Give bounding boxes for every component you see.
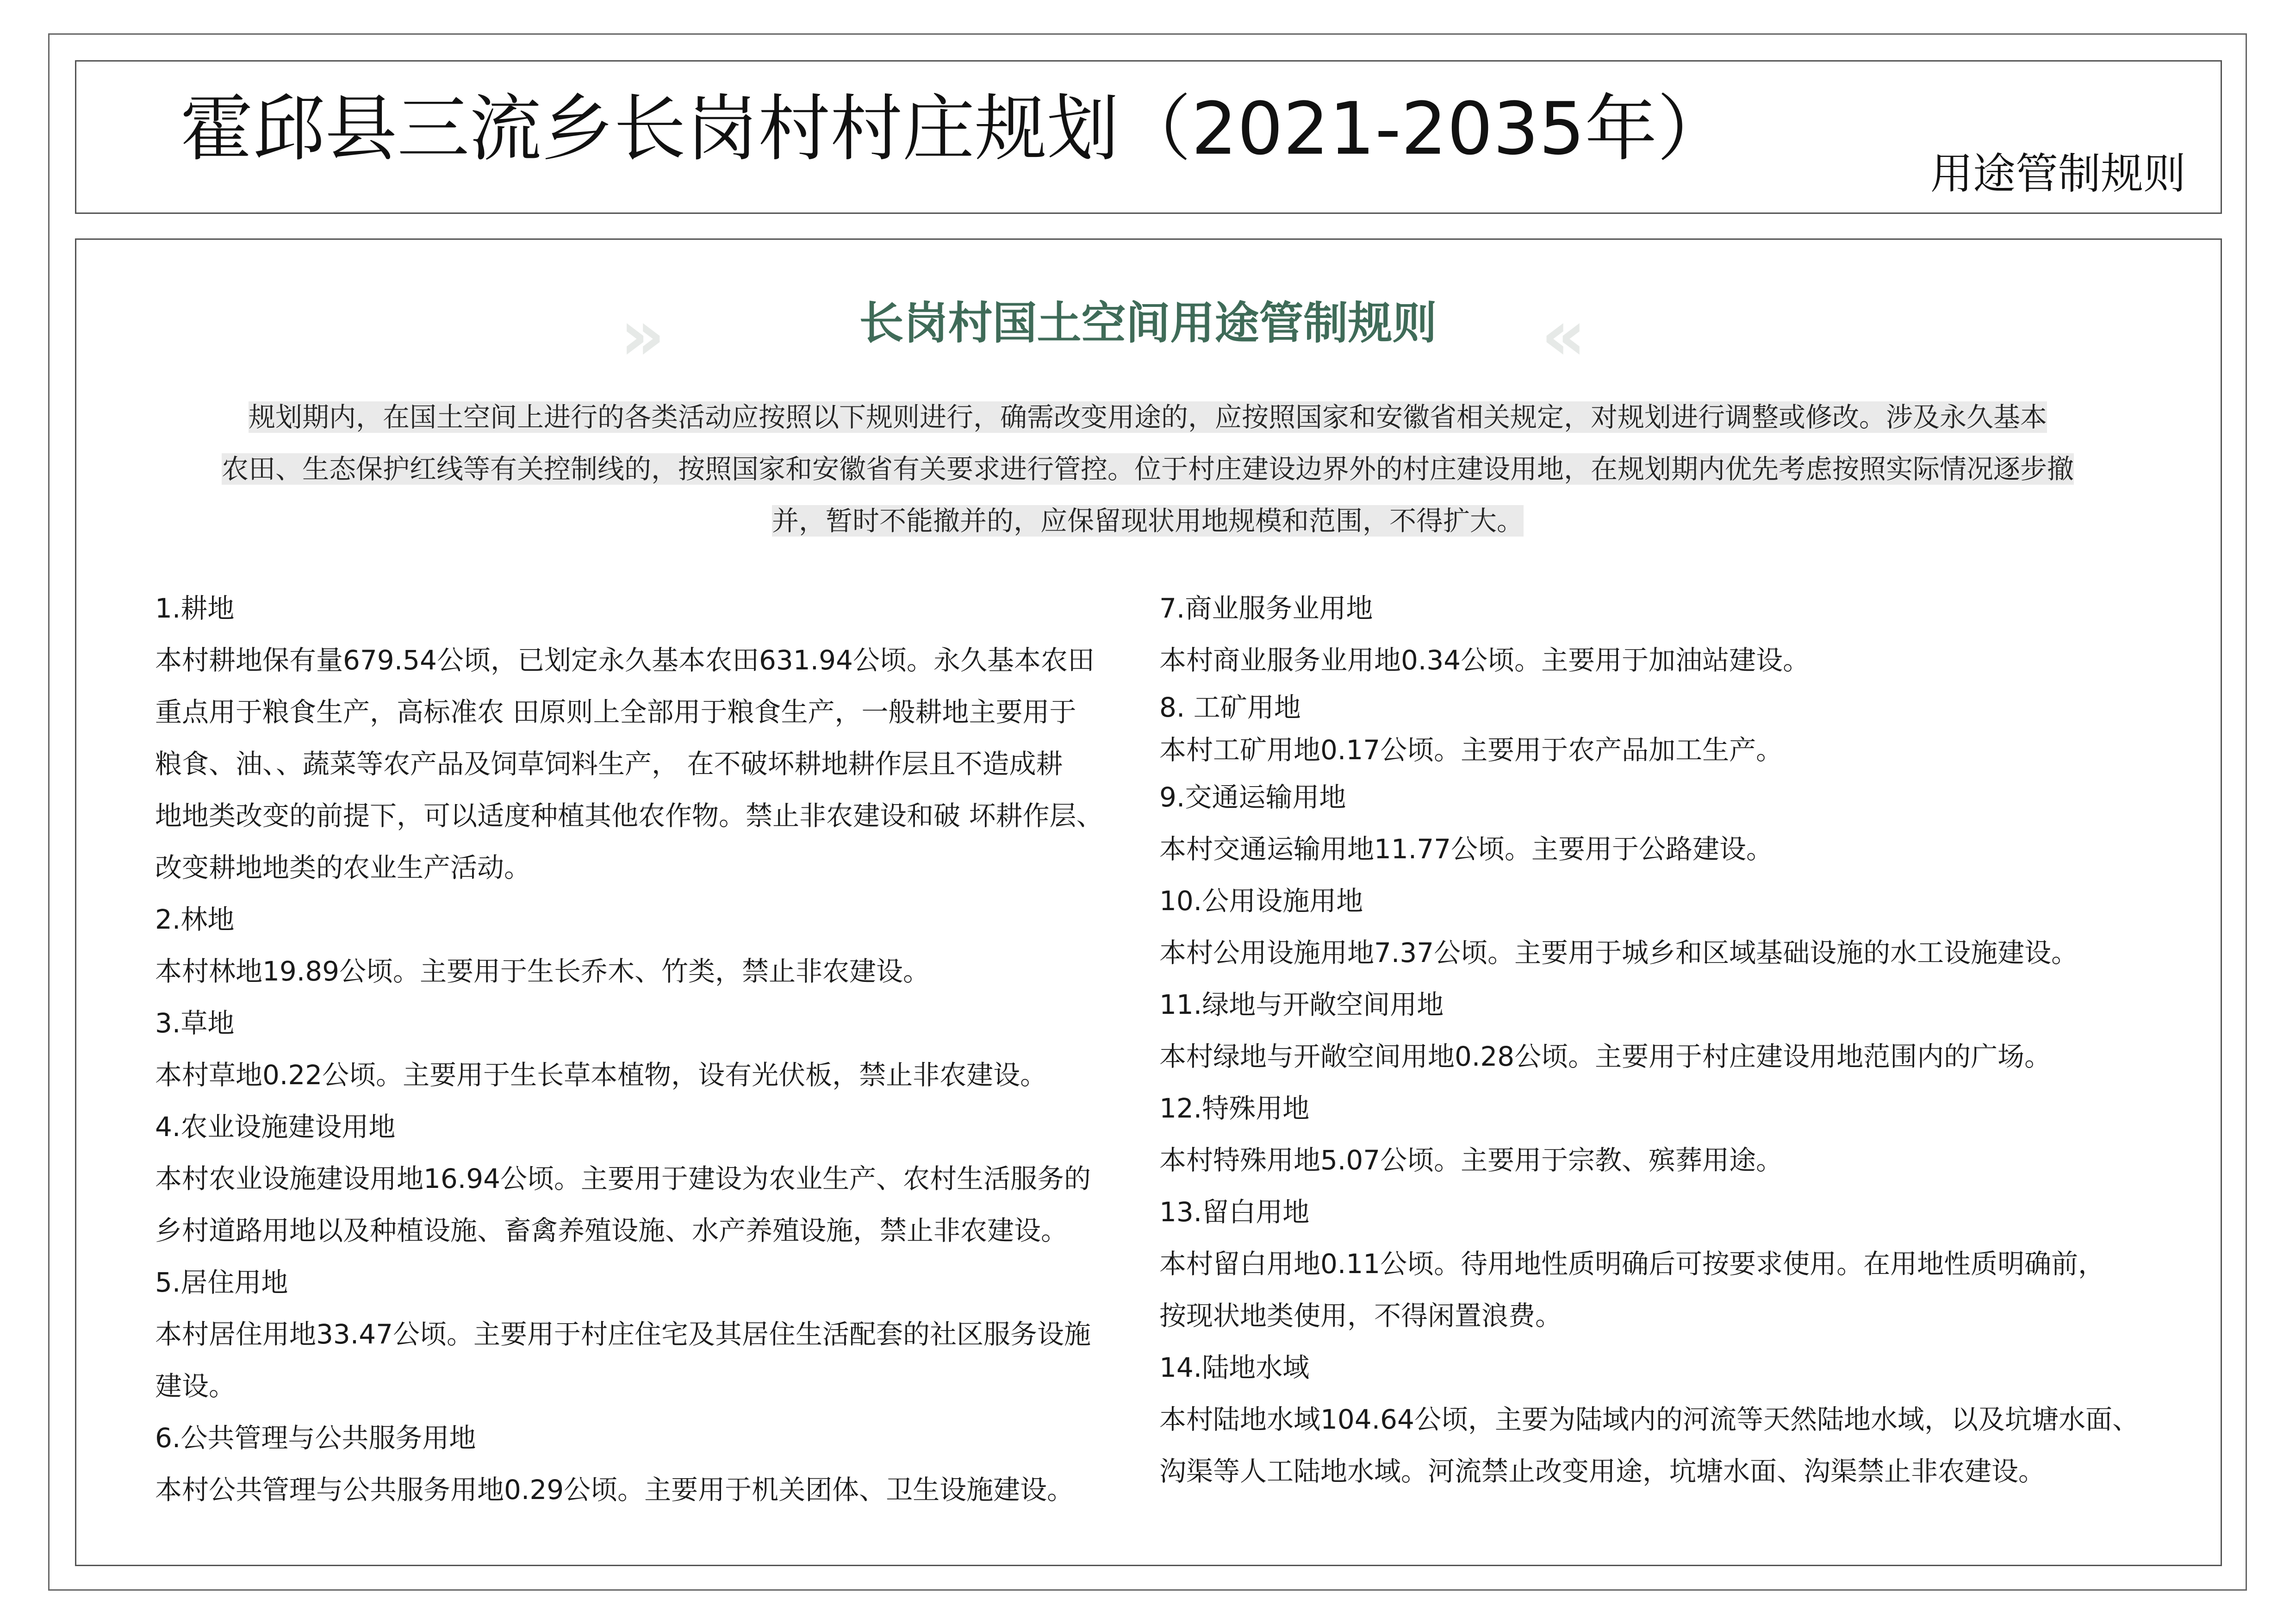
intro-line-text: 规划期内，在国土空间上进行的各类活动应按照以下规则进行，确需改变用途的，应按照国家和安徽省相关规定，对规划进行调整或修改。涉及永久基本: [248, 401, 2047, 433]
rule-heading: 5.居住用地: [155, 1267, 288, 1298]
intro-line: [167, 495, 2129, 547]
rule-heading: 13.留白用地: [1159, 1196, 1310, 1228]
rule-heading: 2.林地: [155, 904, 235, 935]
rule-heading: 1.耕地: [155, 593, 235, 624]
rule-text: 本村工矿用地0.17公顷。主要用于农产品加工生产。: [1159, 734, 1783, 766]
rule-heading: 12.特殊用地: [1159, 1093, 1310, 1124]
rule-text: 本村特殊用地5.07公顷。主要用于宗教、殡葬用途。: [1159, 1144, 1783, 1176]
rule-text: 本村陆地水域104.64公顷，主要为陆域内的河流等天然陆地水域，以及坑塘水面、: [1159, 1404, 2139, 1435]
rule-text: 本村耕地保有量679.54公顷，已划定永久基本农田631.94公顷。永久基本农田: [155, 644, 1095, 676]
rule-heading: 8. 工矿用地: [1159, 692, 1301, 723]
rule-text: 本村居住用地33.47公顷。主要用于村庄住宅及其居住生活配套的社区服务设施: [155, 1318, 1091, 1350]
rule-heading: 14.陆地水域: [1159, 1352, 1310, 1383]
rule-text: 本村留白用地0.11公顷。待用地性质明确后可按要求使用。在用地性质明确前，: [1159, 1248, 2105, 1280]
intro-line-text: 并，暂时不能撤并的，应保留现状用地规模和范围，不得扩大。: [772, 505, 1524, 537]
rule-text: 乡村道路用地以及种植设施、畜禽养殖设施、水产养殖设施，禁止非农建设。: [155, 1215, 1068, 1246]
rule-text: 本村草地0.22公顷。主要用于生长草本植物，设有光伏板，禁止非农建设。: [155, 1059, 1047, 1091]
chevron-left-decor-icon: «: [1541, 295, 1568, 376]
rule-text: 重点用于粮食生产，高标准农 田原则上全部用于粮食生产，一般耕地主要用于: [155, 696, 1076, 728]
rule-heading: 4.农业设施建设用地: [155, 1111, 396, 1143]
rule-text: 按现状地类使用，不得闲置浪费。: [1159, 1300, 1562, 1331]
rule-heading: 11.绿地与开敞空间用地: [1159, 989, 1444, 1020]
section-title: 长岗村国土空间用途管制规则: [859, 297, 1437, 349]
rule-text: 本村农业设施建设用地16.94公顷。主要用于建设为农业生产、农村生活服务的: [155, 1163, 1091, 1194]
rule-text: 本村绿地与开敞空间用地0.28公顷。主要用于村庄建设用地范围内的广场。: [1159, 1041, 2052, 1072]
rule-heading: 9.交通运输用地: [1159, 781, 1346, 813]
intro-line: [167, 391, 2129, 443]
document-title: 霍邱县三流乡长岗村村庄规划（2021-2035年）: [180, 87, 1730, 171]
rule-heading: 7.商业服务业用地: [1159, 593, 1373, 624]
rule-heading: 10.公用设施用地: [1159, 885, 1363, 917]
rule-text: 沟渠等人工陆地水域。河流禁止改变用途，坑塘水面、沟渠禁止非农建设。: [1159, 1455, 2046, 1487]
rule-text: 粮食、油、、蔬菜等农产品及饲草饲料生产， 在不破坏耕地耕作层且不造成耕: [155, 748, 1063, 780]
chevron-right-decor-icon: »: [620, 295, 647, 376]
rule-text: 建设。: [155, 1370, 236, 1402]
rule-text: 本村交通运输用地11.77公顷。主要用于公路建设。: [1159, 833, 1773, 865]
rule-text: 本村林地19.89公顷。主要用于生长乔木、竹类，禁止非农建设。: [155, 956, 930, 987]
rule-text: 本村公共管理与公共服务用地0.29公顷。主要用于机关团体、卫生设施建设。: [155, 1474, 1074, 1505]
left-column: [155, 582, 1118, 1516]
intro-line-text: 农田、生态保护红线等有关控制线的，按照国家和安徽省有关要求进行管控。位于村庄建设边界外的村庄建设用地，在规划期内优先考虑按照实际情况逐步撤: [221, 453, 2074, 485]
rule-text: 地地类改变的前提下，可以适度种植其他农作物。禁止非农建设和破 坏耕作层、: [155, 800, 1103, 831]
rule-text: 本村商业服务业用地0.34公顷。主要用于加油站建设。: [1159, 644, 1810, 676]
rule-text: 本村公用设施用地7.37公顷。主要用于城乡和区域基础设施的水工设施建设。: [1159, 937, 2078, 968]
rule-text: 改变耕地地类的农业生产活动。: [155, 852, 531, 883]
sheet-name: 用途管制规则: [1930, 149, 2186, 199]
intro-paragraph: [167, 391, 2129, 547]
rule-heading: 6.公共管理与公共服务用地: [155, 1422, 476, 1454]
right-column: [1159, 582, 2224, 1497]
rule-heading: 3.草地: [155, 1007, 235, 1039]
intro-line: [167, 443, 2129, 495]
